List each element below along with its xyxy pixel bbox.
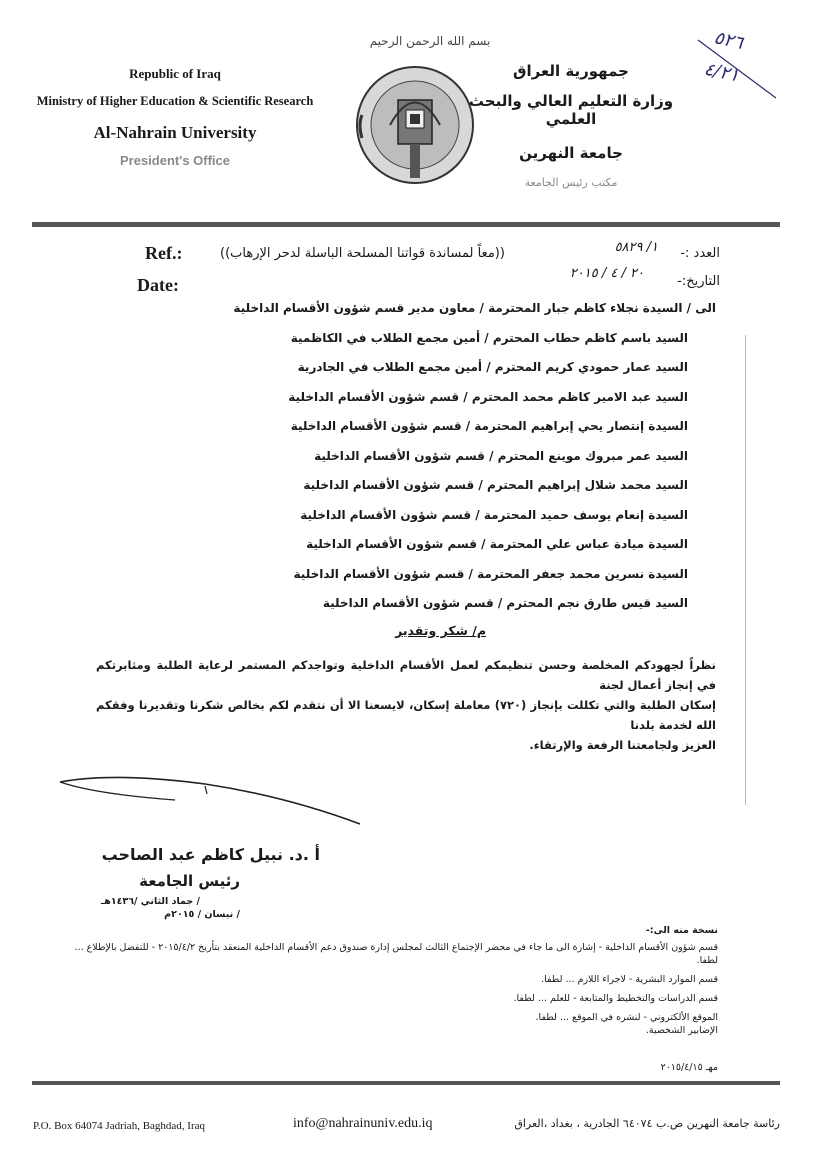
copy-item: قسم الموارد البشرية - لاجراء اللازم ... لطفا. — [541, 974, 718, 985]
letterhead-english — [10, 60, 340, 168]
recipient-line: السيدة ميادة عباس علي المحترمة / قسم شؤون الأقسام الداخلية — [306, 537, 688, 551]
copy-item: قسم الدراسات والتخطيط والمتابعة - للعلم ... لطفا. — [513, 993, 718, 1004]
gregorian-date: / نيسان / ٢٠١٥م — [164, 909, 240, 920]
typist-reference: مهـ ٢٠١٥/٤/١٥ — [660, 1062, 718, 1073]
country-en: Republic of Iraq — [129, 66, 221, 81]
subject-line: م/ شكر وتقدير — [395, 623, 486, 638]
ministry-ar: وزارة التعليم العالي والبحث العلمي — [468, 92, 674, 128]
copy-item: الإضابير الشخصية. — [645, 1025, 718, 1036]
ref-number: ١/ ٥٨٢٩ — [614, 240, 658, 255]
university-en: Al-Nahrain University — [93, 123, 257, 142]
recipient-line: السيد قيس طارق نجم المحترم / قسم شؤون الأقسام الداخلية — [322, 596, 688, 610]
body-paragraph-line: نظراً لجهودكم المخلصة وحسن تنظيمكم لعمل الأقسام الداخلية وتواجدكم المستمر لرعاية الطلبة ومثابرتكم في إنجاز أعمال لجنة — [96, 658, 716, 692]
copy-item: قسم شؤون الأقسام الداخلية - إشارة الى ما جاء في محضر الإجتماع الثالث لمجلس إدارة صندوق دعم الأقسام الداخلية المنعقد بتأريخ ٢٠١٥/٤/٢ - للتفضل بالإطلاع ... لطفا. — [74, 942, 718, 966]
date-label-en: Date: — [137, 275, 179, 295]
handwritten-number: ٥٢٦ — [712, 27, 745, 54]
footer-divider — [32, 1081, 780, 1085]
recipient-line: السيد محمد شلال إبراهيم المحترم / قسم شؤون الأقسام الداخلية — [303, 478, 688, 492]
recipient-line: السيد عبد الامير كاظم محمد المحترم / قسم شؤون الأقسام الداخلية — [288, 389, 688, 404]
recipient-line: السيد عمار حمودي كريم المحترم / أمين مجمع الطلاب في الجادرية — [297, 360, 688, 374]
country-ar: جمهورية العراق — [513, 62, 629, 80]
signatory-title: رئيس الجامعة — [139, 872, 240, 890]
slogan: ((معاً لمساندة قواتنا المسلحة الباسلة لدحر الإرهاب)) — [220, 246, 505, 261]
letter-body — [96, 655, 716, 775]
handwritten-signature-icon — [55, 772, 365, 832]
office-ar: مكتب رئيس الجامعة — [524, 176, 618, 189]
handwritten-note — [696, 27, 786, 100]
ref-label-en: Ref.: — [145, 243, 183, 263]
ref-label-ar: العدد :- — [680, 246, 720, 261]
footer-address-ar: رئاسة جامعة النهرين ص.ب ٦٤٠٧٤ الجادرية ، بغداد ،العراق — [514, 1117, 780, 1130]
ministry-en: Ministry of Higher Education & Scientific Research — [36, 94, 314, 108]
header-divider — [32, 222, 780, 227]
date-label-ar: التاريخ:- — [677, 274, 720, 289]
recipients-list — [156, 298, 716, 623]
margin-line — [745, 335, 746, 805]
recipient-line: السيد باسم كاظم حطاب المحترم / أمين مجمع الطلاب في الكاظمية — [290, 330, 688, 345]
office-en: President's Office — [119, 153, 231, 168]
recipient-line: السيدة نسرين محمد جعفر المحترمة / قسم شؤون الأقسام الداخلية — [293, 566, 688, 581]
recipient-line: الى / السيدة نجلاء كاظم جبار المحترمة / معاون مدير قسم شؤون الأقسام الداخلية — [233, 301, 716, 315]
body-paragraph-line: إسكان الطلبة والتي تكللت بإنجاز (٧٢٠) معاملة إسكان، لايسعنا الا أن نتقدم لكم بخالص شكرنا وتقديرنا وفقكم الله لخدمة بلدنا — [96, 698, 716, 732]
footer-email: info@nahrainuniv.edu.iq — [293, 1116, 433, 1131]
copy-item: الموقع الألكتروني - لنشره في الموقع ... لطفا. — [535, 1012, 718, 1023]
basmala: بسم الله الرحمن الرحيم — [369, 34, 491, 48]
recipient-line: السيدة إنعام يوسف حميد المحترمة / قسم شؤون الأقسام الداخلية — [300, 507, 688, 522]
hijri-date: / جماد الثاني /١٤٣٦هـ — [100, 896, 200, 907]
body-paragraph-line: العزيز ولجامعتنا الرفعة والإرتقاء. — [529, 738, 716, 752]
university-ar: جامعة النهرين — [519, 144, 623, 162]
copies-heading: نسخة منه الى:- — [645, 925, 718, 936]
letterhead-arabic — [446, 62, 696, 189]
copies-list — [58, 924, 718, 1043]
footer-address-en: P.O. Box 64074 Jadriah, Baghdad, Iraq — [33, 1120, 206, 1132]
handwritten-date: ٤/٢١ — [702, 58, 741, 87]
recipient-line: السيد عمر مبروك موينع المحترم / قسم شؤون الأقسام الداخلية — [314, 448, 688, 463]
signatory-name: أ .د. نبيل كاظم عبد الصاحب — [101, 845, 320, 864]
recipient-line: السيدة إنتصار يحي إبراهيم المحترمة / قسم شؤون الأقسام الداخلية — [290, 419, 688, 433]
date-value: ٢٠ / ٤ / ٢٠١٥ — [569, 266, 644, 281]
